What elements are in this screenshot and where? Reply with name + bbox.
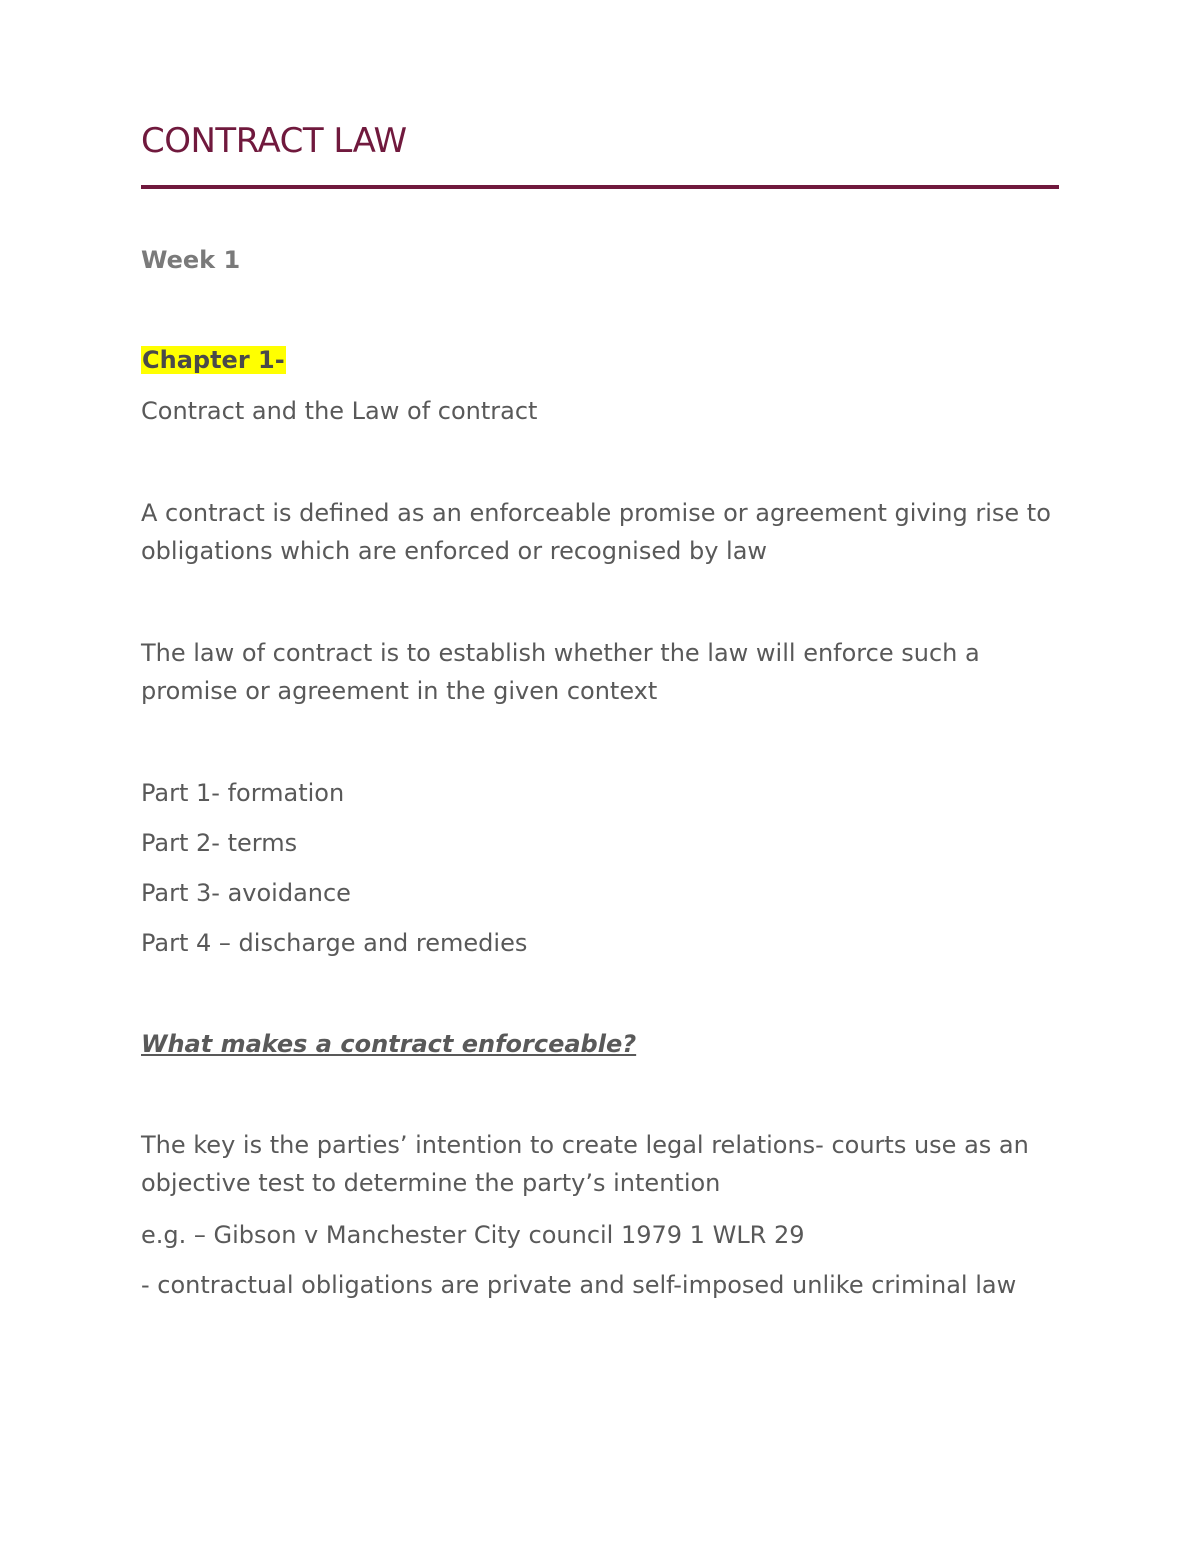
part-item-2: Part 2- terms (141, 829, 298, 857)
law-purpose-line-1: The law of contract is to establish whether the law will enforce such a (141, 639, 980, 667)
week-label: Week 1 (141, 246, 241, 274)
document-title: CONTRACT LAW (141, 121, 407, 161)
part-item-3: Part 3- avoidance (141, 879, 351, 907)
title-divider (141, 185, 1059, 189)
definition-line-2: obligations which are enforced or recognised by law (141, 537, 768, 565)
key-point-line-1: The key is the parties’ intention to create legal relations- courts use as an (141, 1131, 1029, 1159)
chapter-label: Chapter 1- (142, 346, 285, 374)
key-point-line-2: objective test to determine the party’s intention (141, 1169, 721, 1197)
note-line: - contractual obligations are private and self-imposed unlike criminal law (141, 1271, 1017, 1299)
chapter-title: Contract and the Law of contract (141, 397, 538, 425)
part-item-4: Part 4 – discharge and remedies (141, 929, 528, 957)
chapter-heading (141, 344, 286, 376)
case-example: e.g. – Gibson v Manchester City council 1979 1 WLR 29 (141, 1221, 805, 1249)
question-heading-row (141, 1028, 636, 1060)
question-heading: What makes a contract enforceable? (141, 1030, 637, 1058)
part-item-1: Part 1- formation (141, 779, 345, 807)
law-purpose-line-2: promise or agreement in the given context (141, 677, 658, 705)
definition-line-1: A contract is defined as an enforceable promise or agreement giving rise to (141, 499, 1051, 527)
